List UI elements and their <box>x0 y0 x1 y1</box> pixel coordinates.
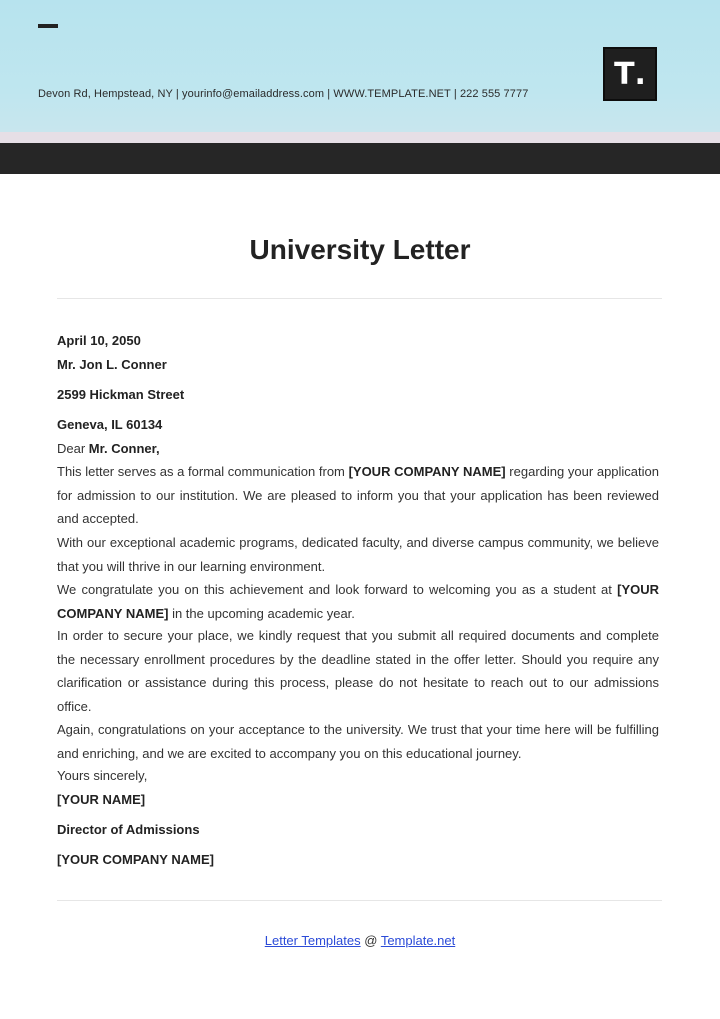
header-dash <box>38 24 58 28</box>
footer-separator: @ <box>360 933 381 948</box>
letter-templates-link[interactable]: Letter Templates <box>264 933 361 948</box>
template-logo <box>603 47 657 101</box>
p1-company-placeholder: [YOUR COMPANY NAME] <box>348 464 506 479</box>
paragraph-1 <box>57 460 659 531</box>
closing: Yours sincerely, <box>57 768 148 783</box>
logo-dot: . <box>634 56 646 92</box>
signer-title: Director of Admissions <box>57 822 200 837</box>
paragraph-3 <box>57 578 659 625</box>
salutation <box>57 441 662 456</box>
paragraph-5: Again, congratulations on your acceptance to the university. We trust that your time here will be fulfilling and enriching, and we are excited to accompany you on this educational journey. <box>57 722 659 761</box>
recipient-name: Mr. Jon L. Conner <box>57 357 167 372</box>
paragraph-2: With our exceptional academic programs, dedicated faculty, and diverse campus community, we believe that you will thrive in our learning environment. <box>57 535 659 574</box>
header-banner <box>0 0 720 132</box>
logo-letter: T <box>614 56 635 92</box>
letter-date: April 10, 2050 <box>57 333 141 348</box>
template-net-link[interactable]: Template.net <box>380 933 456 948</box>
signer-name: [YOUR NAME] <box>57 792 146 807</box>
p3-text-before: We congratulate you on this achievement and look forward to welcoming you as a student at <box>57 582 618 597</box>
header-band-light <box>0 132 720 143</box>
signer-company: [YOUR COMPANY NAME] <box>57 852 214 867</box>
footer <box>0 933 720 948</box>
salutation-prefix: Dear <box>57 441 89 456</box>
p3-text-after: in the upcoming academic year. <box>168 605 355 621</box>
header-band-dark <box>0 143 720 174</box>
p1-text-before: This letter serves as a formal communication from <box>57 464 349 479</box>
p1-text-after: regarding your application for admission to our institution. We are pleased to inform you that your application has been reviewed and accepted. <box>57 464 659 526</box>
top-divider <box>57 298 662 299</box>
p3-company-placeholder: [YOUR COMPANY NAME] <box>57 582 659 621</box>
bottom-divider <box>57 900 662 901</box>
page-title: University Letter <box>249 234 471 265</box>
salutation-name: Mr. Conner, <box>88 441 160 456</box>
header-contact-info: Devon Rd, Hempstead, NY | yourinfo@emailaddress.com | WWW.TEMPLATE.NET | 222 555 7777 <box>38 88 529 100</box>
recipient-city: Geneva, IL 60134 <box>57 417 163 432</box>
recipient-street: 2599 Hickman Street <box>57 387 185 402</box>
paragraph-4: In order to secure your place, we kindly request that you submit all required documents and complete the necessary enrollment procedures by the deadline stated in the offer letter. Should you require any clarification or assistance during this process, please do not hesitate to reach out to our admissions office. <box>57 628 659 714</box>
